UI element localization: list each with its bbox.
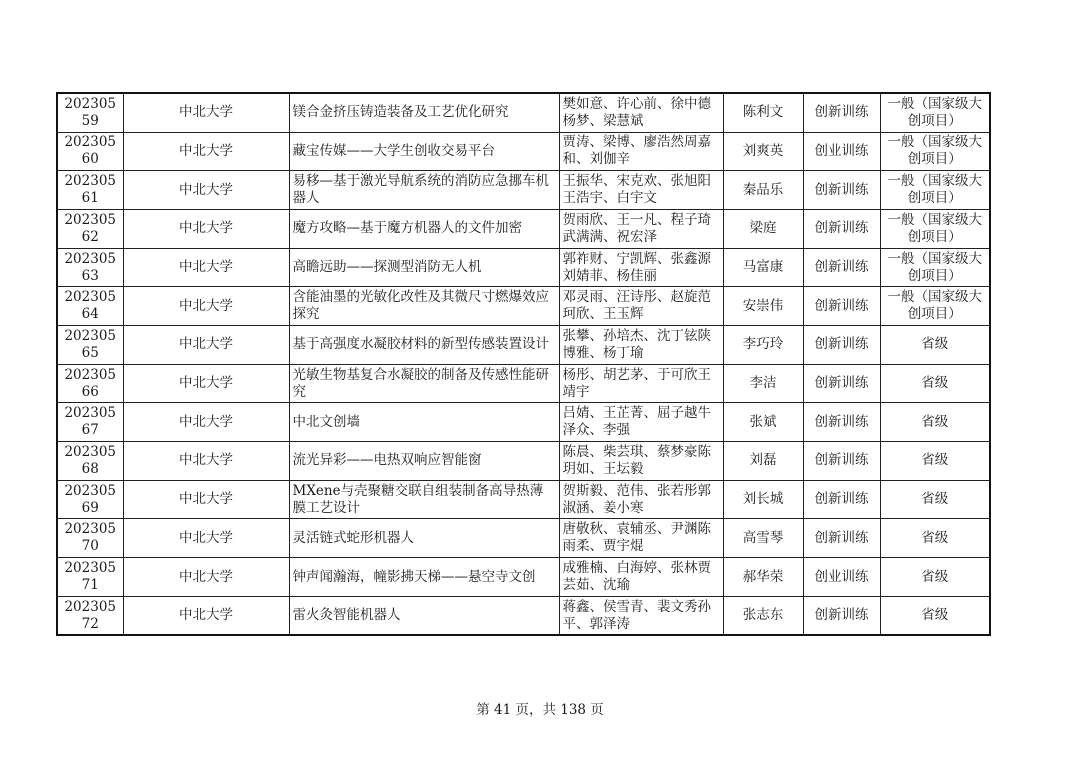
project-id-cell: 20230567 — [57, 403, 123, 442]
project-type-cell: 创新训练 — [803, 596, 880, 635]
advisor-cell: 郝华荣 — [723, 558, 803, 597]
table-body — [57, 93, 990, 635]
project-type-cell: 创新训练 — [803, 93, 880, 132]
project-name-cell: 光敏生物基复合水凝胶的制备及传感性能研究 — [289, 364, 559, 403]
project-level-cell: 一般（国家级大创项目） — [880, 93, 990, 132]
table-row — [57, 364, 990, 403]
project-name-cell: 钟声闻瀚海，幢影拂天梯——悬空寺文创 — [289, 558, 559, 597]
project-name-cell: MXene与壳聚糖交联自组装制备高导热薄膜工艺设计 — [289, 480, 559, 519]
project-type-cell: 创新训练 — [803, 480, 880, 519]
project-id-cell: 20230564 — [57, 287, 123, 326]
project-name-cell: 易移—基于激光导航系统的消防应急挪车机器人 — [289, 171, 559, 210]
table-row — [57, 596, 990, 635]
table-row — [57, 132, 990, 171]
project-type-cell: 创新训练 — [803, 248, 880, 287]
school-cell: 中北大学 — [123, 248, 289, 287]
project-id-cell: 20230565 — [57, 326, 123, 365]
table-row — [57, 171, 990, 210]
project-level-cell: 一般（国家级大创项目） — [880, 248, 990, 287]
advisor-cell: 陈利文 — [723, 93, 803, 132]
project-id-cell: 20230566 — [57, 364, 123, 403]
project-type-cell: 创新训练 — [803, 519, 880, 558]
table-row — [57, 442, 990, 481]
members-cell: 郭祚财、宁凯辉、张鑫源刘婧菲、杨佳丽 — [559, 248, 723, 287]
project-name-cell: 基于高强度水凝胶材料的新型传感装置设计 — [289, 326, 559, 365]
members-cell: 王振华、宋克欢、张旭阳王浩宇、白宇文 — [559, 171, 723, 210]
project-id-cell: 20230563 — [57, 248, 123, 287]
members-cell: 蒋鑫、侯雪青、裴文秀孙平、郭泽涛 — [559, 596, 723, 635]
project-type-cell: 创新训练 — [803, 209, 880, 248]
advisor-cell: 刘长城 — [723, 480, 803, 519]
members-cell: 陈晨、柴芸琪、蔡梦豪陈玥如、王坛毅 — [559, 442, 723, 481]
project-type-cell: 创新训练 — [803, 171, 880, 210]
project-id-cell: 20230569 — [57, 480, 123, 519]
project-level-cell: 省级 — [880, 596, 990, 635]
table-row — [57, 519, 990, 558]
table-row — [57, 248, 990, 287]
project-id-cell: 20230560 — [57, 132, 123, 171]
table-row — [57, 209, 990, 248]
school-cell: 中北大学 — [123, 209, 289, 248]
school-cell: 中北大学 — [123, 171, 289, 210]
project-type-cell: 创新训练 — [803, 403, 880, 442]
school-cell: 中北大学 — [123, 596, 289, 635]
members-cell: 贺斯毅、范伟、张若彤郭淑涵、姜小寒 — [559, 480, 723, 519]
page-number: 第 41 页，共 138 页 — [476, 702, 604, 718]
school-cell: 中北大学 — [123, 442, 289, 481]
school-cell: 中北大学 — [123, 287, 289, 326]
members-cell: 贾涛、梁博、廖浩然周嘉和、刘伽辛 — [559, 132, 723, 171]
project-id-cell: 20230559 — [57, 93, 123, 132]
members-cell: 杨彤、胡艺茅、于可欣王靖宇 — [559, 364, 723, 403]
project-id-cell: 20230572 — [57, 596, 123, 635]
project-type-cell: 创业训练 — [803, 558, 880, 597]
advisor-cell: 李巧玲 — [723, 326, 803, 365]
project-level-cell: 一般（国家级大创项目） — [880, 171, 990, 210]
project-id-cell: 20230571 — [57, 558, 123, 597]
project-table — [56, 92, 991, 636]
project-level-cell: 省级 — [880, 403, 990, 442]
members-cell: 贺雨欣、王一凡、程子琦武满满、祝宏泽 — [559, 209, 723, 248]
school-cell: 中北大学 — [123, 480, 289, 519]
school-cell: 中北大学 — [123, 403, 289, 442]
table-row — [57, 93, 990, 132]
project-id-cell: 20230562 — [57, 209, 123, 248]
table-row — [57, 403, 990, 442]
project-id-cell: 20230570 — [57, 519, 123, 558]
table-row — [57, 326, 990, 365]
project-id-cell: 20230561 — [57, 171, 123, 210]
project-name-cell: 流光异彩——电热双响应智能窗 — [289, 442, 559, 481]
advisor-cell: 马富康 — [723, 248, 803, 287]
table-row — [57, 287, 990, 326]
project-level-cell: 一般（国家级大创项目） — [880, 209, 990, 248]
project-level-cell: 省级 — [880, 480, 990, 519]
project-level-cell: 省级 — [880, 442, 990, 481]
advisor-cell: 高雪琴 — [723, 519, 803, 558]
project-type-cell: 创业训练 — [803, 132, 880, 171]
school-cell: 中北大学 — [123, 132, 289, 171]
table-row — [57, 480, 990, 519]
project-name-cell: 含能油墨的光敏化改性及其微尺寸燃爆效应探究 — [289, 287, 559, 326]
advisor-cell: 刘磊 — [723, 442, 803, 481]
school-cell: 中北大学 — [123, 93, 289, 132]
advisor-cell: 梁庭 — [723, 209, 803, 248]
advisor-cell: 刘爽英 — [723, 132, 803, 171]
project-level-cell: 省级 — [880, 364, 990, 403]
project-name-cell: 高瞻远助——探测型消防无人机 — [289, 248, 559, 287]
members-cell: 樊如意、许心前、徐中德杨梦、梁慧斌 — [559, 93, 723, 132]
school-cell: 中北大学 — [123, 519, 289, 558]
members-cell: 邓灵雨、汪诗彤、赵旋范珂欣、王玉辉 — [559, 287, 723, 326]
project-id-cell: 20230568 — [57, 442, 123, 481]
table-row — [57, 558, 990, 597]
members-cell: 唐敬秋、袁辅丞、尹渊陈雨柔、贾宇焜 — [559, 519, 723, 558]
project-name-cell: 中北文创墙 — [289, 403, 559, 442]
project-name-cell: 藏宝传媒——大学生创收交易平台 — [289, 132, 559, 171]
project-type-cell: 创新训练 — [803, 287, 880, 326]
project-level-cell: 省级 — [880, 326, 990, 365]
members-cell: 吕婧、王芷菁、屈子越牛泽众、李强 — [559, 403, 723, 442]
school-cell: 中北大学 — [123, 364, 289, 403]
advisor-cell: 安崇伟 — [723, 287, 803, 326]
project-level-cell: 省级 — [880, 519, 990, 558]
project-level-cell: 省级 — [880, 558, 990, 597]
school-cell: 中北大学 — [123, 326, 289, 365]
project-name-cell: 魔方攻略—基于魔方机器人的文件加密 — [289, 209, 559, 248]
advisor-cell: 秦品乐 — [723, 171, 803, 210]
project-type-cell: 创新训练 — [803, 442, 880, 481]
project-type-cell: 创新训练 — [803, 364, 880, 403]
advisor-cell: 张斌 — [723, 403, 803, 442]
project-name-cell: 镁合金挤压铸造装备及工艺优化研究 — [289, 93, 559, 132]
project-level-cell: 一般（国家级大创项目） — [880, 132, 990, 171]
advisor-cell: 李洁 — [723, 364, 803, 403]
project-type-cell: 创新训练 — [803, 326, 880, 365]
members-cell: 成雅楠、白海婷、张林贾芸茹、沈瑜 — [559, 558, 723, 597]
advisor-cell: 张志东 — [723, 596, 803, 635]
school-cell: 中北大学 — [123, 558, 289, 597]
project-name-cell: 雷火灸智能机器人 — [289, 596, 559, 635]
project-name-cell: 灵活链式蛇形机器人 — [289, 519, 559, 558]
project-level-cell: 一般（国家级大创项目） — [880, 287, 990, 326]
members-cell: 张攀、孙培杰、沈丁铉陕博雅、杨丁瑜 — [559, 326, 723, 365]
